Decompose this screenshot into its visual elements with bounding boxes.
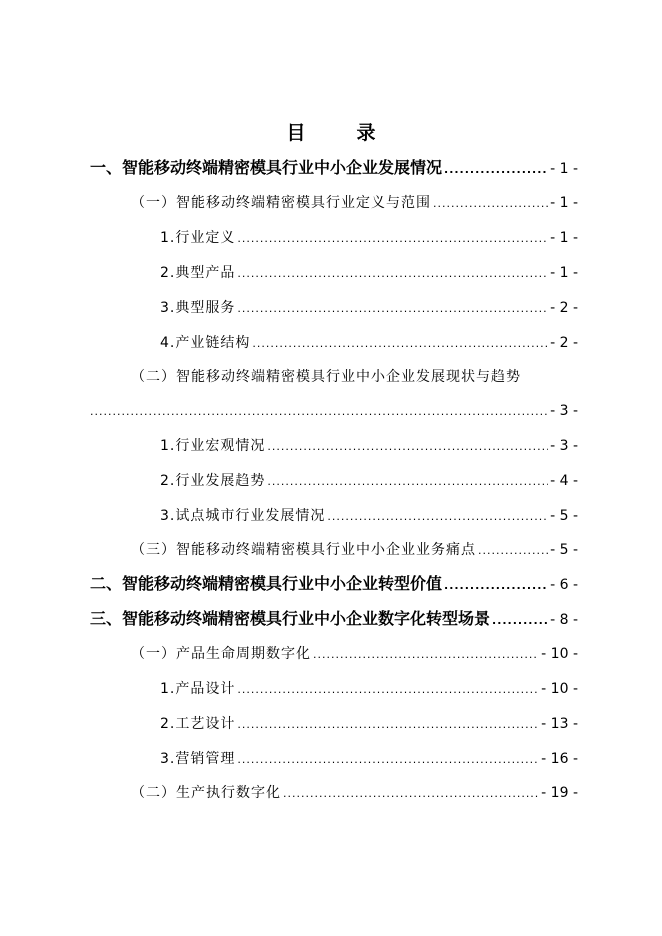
toc-entry-1-1[interactable] (131, 191, 578, 215)
toc-page-number: - 1 - (550, 265, 578, 281)
toc-entry-label: 一、智能移动终端精密模具行业中小企业发展情况 (90, 158, 443, 177)
toc-entry-1-2-1[interactable] (160, 434, 578, 458)
dot-leader (252, 332, 548, 356)
toc-entry-3-1-2[interactable] (160, 712, 578, 736)
dot-leader (237, 297, 548, 321)
dot-leader (444, 158, 548, 182)
toc-entry-3-1-3[interactable] (160, 747, 578, 771)
toc-entry-1-1-3[interactable] (160, 296, 578, 320)
toc-page-number: - 4 - (550, 473, 578, 489)
toc-entry-1-1-2[interactable] (160, 261, 578, 285)
toc-entry-label: （一）智能移动终端精密模具行业定义与范围 (131, 195, 431, 211)
dot-leader (237, 227, 548, 251)
toc-page-number: - 1 - (550, 230, 578, 246)
toc-page-number: - 3 - (550, 403, 578, 419)
toc-page-number: - 2 - (550, 300, 578, 316)
toc-entry-label: 三、智能移动终端精密模具行业中小企业数字化转型场景 (90, 609, 491, 628)
dot-leader (237, 262, 548, 286)
toc-entry-label: 3.试点城市行业发展情况 (160, 508, 326, 524)
dot-leader (267, 435, 548, 459)
dot-leader (478, 539, 548, 563)
toc-entry-1-1-1[interactable] (160, 226, 578, 250)
dot-leader (237, 713, 539, 737)
dot-leader (90, 400, 548, 424)
toc-entry-label: （三）智能移动终端精密模具行业中小企业业务痛点 (131, 542, 476, 558)
toc-page-number: - 8 - (550, 612, 578, 628)
toc-page-number: - 1 - (550, 161, 578, 177)
toc-entry-section-2[interactable] (90, 572, 578, 596)
toc-entry-section-1[interactable] (90, 156, 578, 180)
toc-entry-1-3[interactable] (131, 538, 578, 562)
toc-entry-label: （二）生产执行数字化 (131, 785, 281, 801)
toc-entry-3-1-1[interactable] (160, 677, 578, 701)
dot-leader (492, 609, 548, 633)
toc-entry-label: 2.行业发展趋势 (160, 473, 266, 489)
toc-entry-label: 4.产业链结构 (160, 335, 251, 351)
toc-page-number: - 5 - (550, 508, 578, 524)
toc-entry-1-2-2[interactable] (160, 469, 578, 493)
dot-leader (444, 574, 548, 598)
toc-entry-3-1[interactable] (131, 642, 578, 666)
toc-entry-label: （二）智能移动终端精密模具行业中小企业发展现状与趋势 (131, 369, 521, 385)
toc-entry-label: （一）产品生命周期数字化 (131, 646, 311, 662)
toc-entry-label: 3.典型服务 (160, 300, 236, 316)
toc-page-number: - 19 - (541, 785, 578, 801)
toc-entry-label: 二、智能移动终端精密模具行业中小企业转型价值 (90, 574, 443, 593)
toc-entry-1-1-4[interactable] (160, 331, 578, 355)
dot-leader (327, 505, 548, 529)
toc-page-number: - 6 - (550, 577, 578, 593)
dot-leader (267, 470, 548, 494)
toc-page-number: - 10 - (541, 646, 578, 662)
toc-page-number: - 5 - (550, 542, 578, 558)
dot-leader (237, 748, 539, 772)
toc-entry-1-2[interactable] (131, 365, 578, 389)
toc-page-number: - 10 - (541, 681, 578, 697)
toc-entry-label: 3.营销管理 (160, 751, 236, 767)
toc-page-number: - 2 - (550, 335, 578, 351)
toc-entry-1-2-continuation[interactable] (90, 399, 578, 423)
toc-entry-label: 2.典型产品 (160, 265, 236, 281)
dot-leader (433, 192, 548, 216)
toc-page-number: - 16 - (541, 751, 578, 767)
toc-title: 目 录 (286, 122, 392, 144)
toc-page-number: - 3 - (550, 438, 578, 454)
toc-entry-label: 1.行业宏观情况 (160, 438, 266, 454)
dot-leader (237, 678, 539, 702)
toc-entry-3-2[interactable] (131, 781, 578, 805)
toc-page-number: - 1 - (550, 195, 578, 211)
toc-entry-label: 2.工艺设计 (160, 716, 236, 732)
toc-entry-section-3[interactable] (90, 607, 578, 631)
dot-leader (313, 643, 539, 667)
toc-entry-label: 1.行业定义 (160, 230, 236, 246)
toc-page-number: - 13 - (541, 716, 578, 732)
dot-leader (283, 782, 539, 806)
toc-entry-1-2-3[interactable] (160, 504, 578, 528)
toc-entry-label: 1.产品设计 (160, 681, 236, 697)
